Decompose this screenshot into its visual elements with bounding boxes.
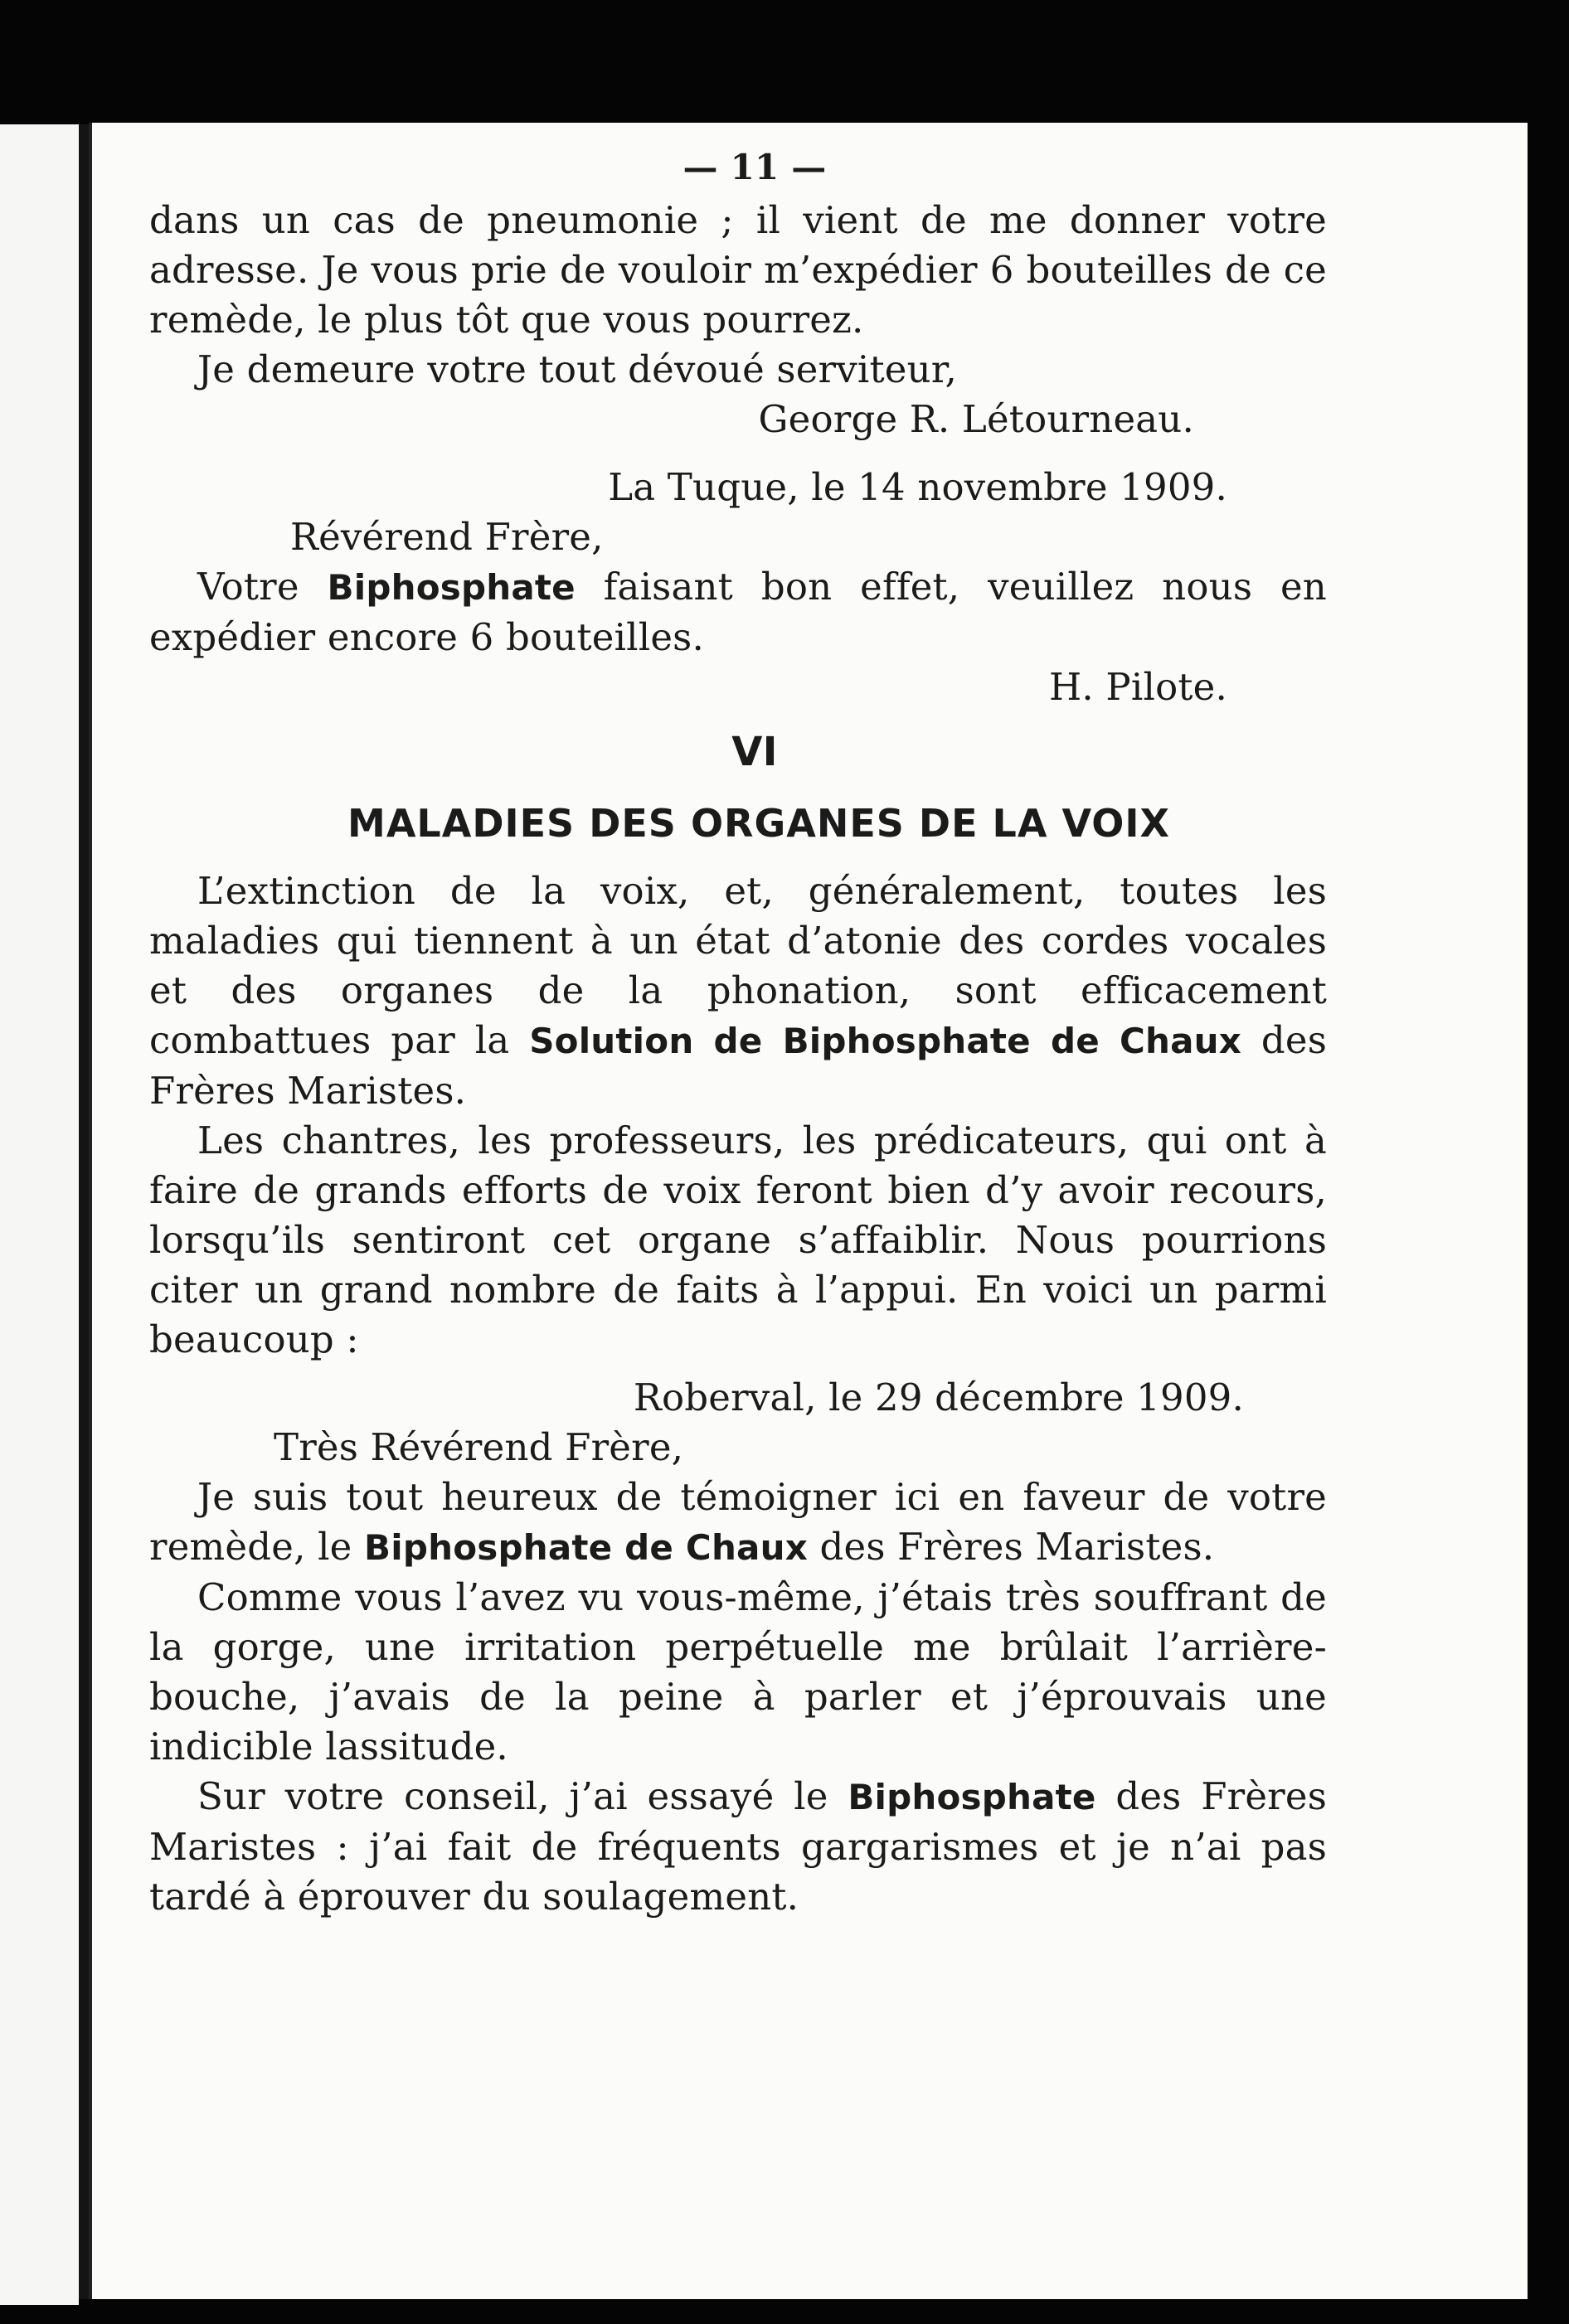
letter1-closing: Je demeure votre tout dévoué serviteur,	[197, 347, 958, 391]
product-name: Biphosphate	[848, 1777, 1096, 1817]
letter3-date: Roberval, le 29 décembre 1909.	[633, 1375, 1244, 1419]
section-paragraph-1: L’extinction de la voix, et, généralement, toutes les maladies qui tiennent à un état d’atonie des cordes vocales et des organes de la phonation, sont efficacement combattues par la Solution de Biphosphate de Chaux des Frères Maristes.	[149, 869, 1327, 1113]
letter1-signature: George R. Létourneau.	[758, 397, 1194, 441]
letter1-body: dans un cas de pneumonie ; il vient de me donner votre adresse. Je vous prie de vouloir m’expédier 6 bouteilles de ce remède, le plus tôt que vous pourrez.	[149, 198, 1327, 342]
section-paragraph-2: Les chantres, les professeurs, les prédicateurs, qui ont à faire de grands efforts de voix feront bien d’y avoir recours, lorsqu’ils sentiront cet organe s’affaiblir. Nous pourrions citer un grand nombre de faits à l’appui. En voici un parmi beaucoup :	[149, 1118, 1327, 1361]
letter3-salutation: Très Révérend Frère,	[274, 1425, 684, 1469]
scan-border	[79, 2299, 1538, 2324]
letter2-date: La Tuque, le 14 novembre 1909.	[608, 465, 1227, 509]
page-number: — 11 —	[682, 147, 827, 187]
page-text	[149, 143, 1327, 1922]
letter3-paragraph-2: Comme vous l’avez vu vous-même, j’étais très souffrant de la gorge, une irritation perpétuelle me brûlait l’arrière-bouche, j’avais de la peine à parler et j’éprouvais une indicible lassitude.	[149, 1575, 1327, 1768]
section-number: VI	[731, 729, 778, 775]
letter3-paragraph-1: Je suis tout heureux de témoigner ici en faveur de votre remède, le Biphosphate de Chaux des Frères Maristes.	[149, 1475, 1327, 1569]
letter2-salutation: Révérend Frère,	[290, 515, 604, 559]
letter3-paragraph-3: Sur votre conseil, j’ai essayé le Biphosphate des Frères Maristes : j’ai fait de fréquents gargarismes et je n’ai pas tardé à éprouver du soulagement.	[149, 1774, 1327, 1919]
product-name: Biphosphate	[327, 567, 576, 608]
letter2-signature: H. Pilote.	[1048, 665, 1227, 709]
product-name: Solution de Biphosphate de Chaux	[529, 1021, 1242, 1061]
letter2-body: Votre Biphosphate faisant bon effet, veuillez nous en expédier encore 6 bouteilles.	[149, 565, 1327, 659]
facing-page-edge	[0, 124, 79, 2305]
section-title: MALADIES DES ORGANES DE LA VOIX	[347, 801, 1170, 846]
book-gutter	[79, 124, 89, 2305]
product-name: Biphosphate de Chaux	[364, 1527, 808, 1568]
